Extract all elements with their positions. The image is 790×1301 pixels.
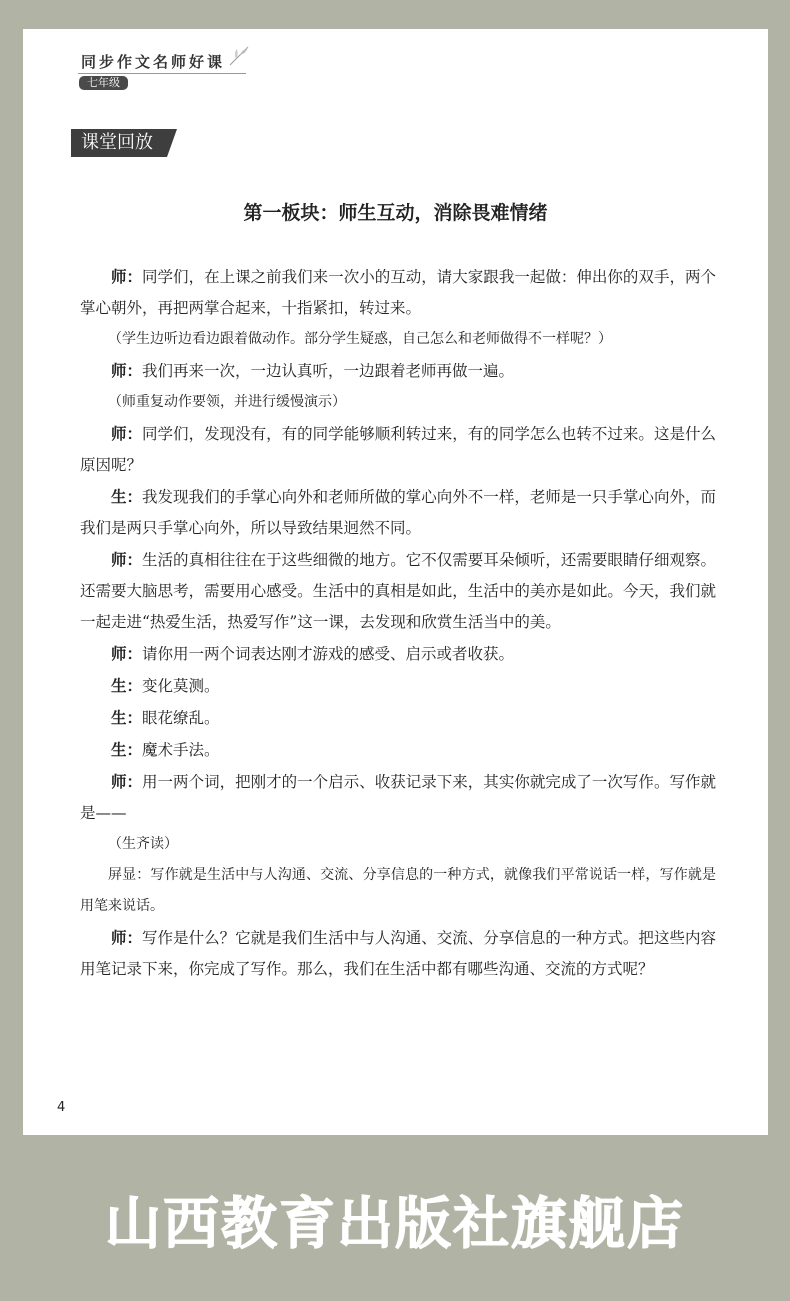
paragraph-text: 我们再来一次，一边认真听，一边跟着老师再做一遍。 bbox=[142, 362, 515, 380]
paragraph-text: （生齐读） bbox=[108, 836, 178, 852]
section-tag: 课堂回放 bbox=[71, 129, 167, 157]
speaker-label: 师： bbox=[111, 928, 143, 947]
paragraph-text: 眼花缭乱。 bbox=[142, 709, 220, 727]
paragraph-text: 魔术手法。 bbox=[142, 741, 220, 759]
leaf-icon bbox=[226, 43, 252, 69]
paragraph-text: 写作是什么？它就是我们生活中与人沟通、交流、分享信息的一种方式。把这些内容用笔记录下来，你完成了写作。那么，我们在生活中都有哪些沟通、交流的方式呢？ bbox=[80, 929, 716, 978]
header-rule bbox=[78, 73, 246, 74]
paragraph-text: （学生边听边看边跟着做动作。部分学生疑惑，自己怎么和老师做得不一样呢？） bbox=[108, 331, 612, 347]
dialogue-paragraph bbox=[80, 922, 716, 985]
paragraph-text: 生活的真相往往在于这些细微的地方。它不仅需要耳朵倾听，还需要眼睛仔细观察。还需要大脑思考，需要用心感受。生活中的真相是如此，生活中的美亦是如此。今天，我们就一起走进“热爱生活，热爱写作”这一课，去发现和欣赏生活当中的美。 bbox=[80, 551, 716, 631]
dialogue-paragraph bbox=[80, 324, 716, 355]
dialogue-paragraph bbox=[80, 670, 716, 702]
paragraph-text: 用一两个词，把刚才的一个启示、收获记录下来，其实你就完成了一次写作。写作就是—— bbox=[80, 773, 716, 822]
paragraph-text: 同学们，发现没有，有的同学能够顺利转过来，有的同学怎么也转不过来。这是什么原因呢？ bbox=[80, 425, 716, 474]
dialogue-paragraph bbox=[80, 261, 716, 324]
speaker-label: 生： bbox=[111, 676, 143, 695]
paragraph-text: 变化莫测。 bbox=[142, 677, 220, 695]
lesson-body bbox=[80, 261, 716, 985]
dialogue-paragraph bbox=[80, 860, 716, 922]
dialogue-paragraph bbox=[80, 702, 716, 734]
speaker-label: 师： bbox=[111, 361, 143, 380]
paragraph-text: 屏显：写作就是生活中与人沟通、交流、分享信息的一种方式，就像我们平常说话一样，写作就是用笔来说话。 bbox=[80, 867, 716, 914]
speaker-label: 生： bbox=[111, 708, 143, 727]
dialogue-paragraph bbox=[80, 544, 716, 638]
dialogue-paragraph bbox=[80, 734, 716, 766]
speaker-label: 师： bbox=[111, 267, 143, 286]
paragraph-text: （师重复动作要领，并进行缓慢演示） bbox=[108, 394, 346, 410]
paragraph-text: 我发现我们的手掌心向外和老师所做的掌心向外不一样，老师是一只手掌心向外，而我们是两只手掌心向外，所以导致结果迥然不同。 bbox=[80, 488, 716, 537]
block-title: 第一板块：师生互动，消除畏难情绪 bbox=[243, 202, 548, 224]
speaker-label: 师： bbox=[111, 772, 143, 791]
page-number: 4 bbox=[57, 1100, 66, 1115]
speaker-label: 师： bbox=[111, 424, 143, 443]
dialogue-paragraph bbox=[80, 829, 716, 860]
paragraph-text: 同学们，在上课之前我们来一次小的互动，请大家跟我一起做：伸出你的双手，两个掌心朝外，再把两掌合起来，十指紧扣，转过来。 bbox=[80, 268, 716, 317]
dialogue-paragraph bbox=[80, 766, 716, 829]
store-banner: 山西教育出版社旗舰店 bbox=[105, 1192, 685, 1257]
speaker-label: 生： bbox=[111, 740, 143, 759]
paragraph-text: 请你用一两个词表达刚才游戏的感受、启示或者收获。 bbox=[142, 645, 515, 663]
series-title: 同步作文名师好课 bbox=[81, 53, 226, 71]
book-page bbox=[23, 29, 768, 1135]
speaker-label: 师： bbox=[111, 550, 143, 569]
dialogue-paragraph bbox=[80, 387, 716, 418]
dialogue-paragraph bbox=[80, 355, 716, 387]
dialogue-paragraph bbox=[80, 481, 716, 544]
grade-badge: 七年级 bbox=[79, 76, 128, 90]
speaker-label: 生： bbox=[111, 487, 143, 506]
dialogue-paragraph bbox=[80, 418, 716, 481]
speaker-label: 师： bbox=[111, 644, 143, 663]
dialogue-paragraph bbox=[80, 638, 716, 670]
